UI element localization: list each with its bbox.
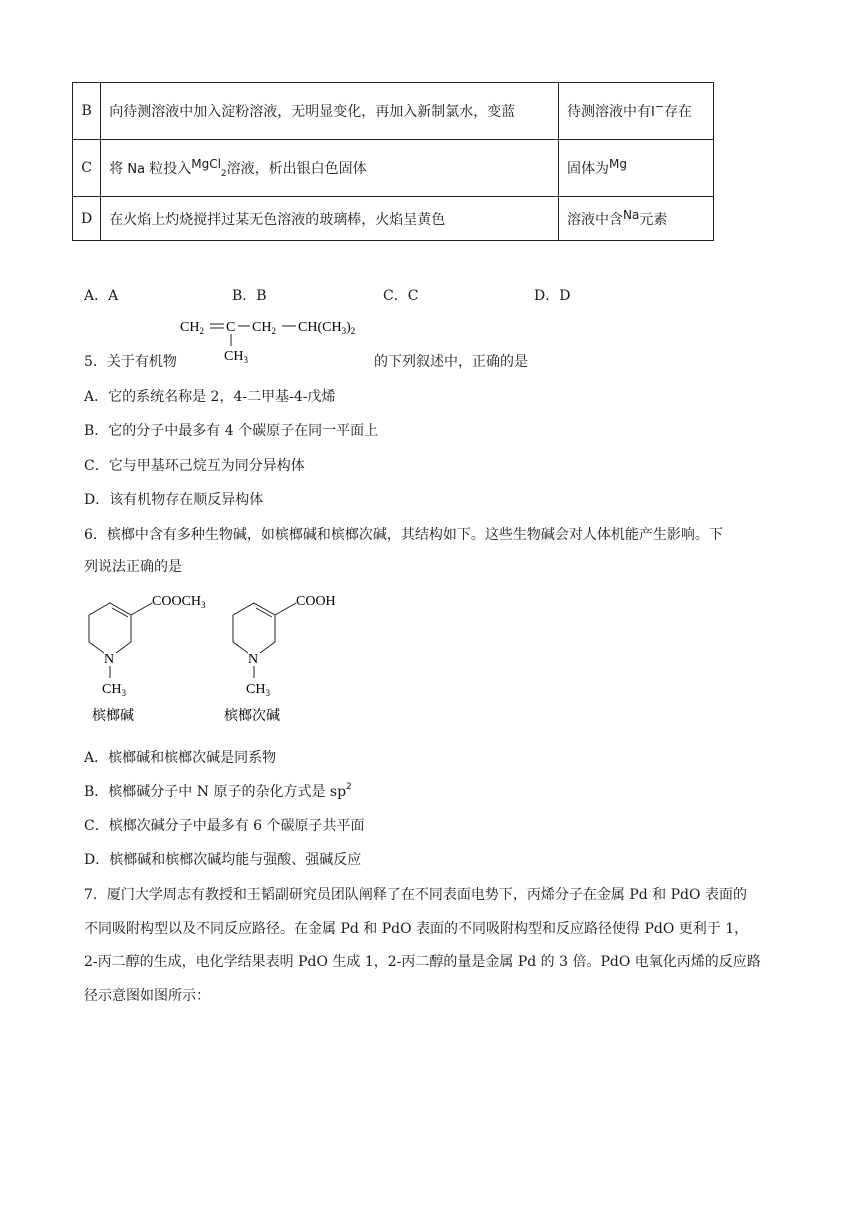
- q5-stem: 5．关于有机物: [84, 354, 177, 370]
- q4-option-a: A．A: [84, 288, 119, 304]
- ring-double-bond: [256, 608, 272, 617]
- ch2-label: $CH_2$: [180, 320, 204, 336]
- q5-option-c: C．它与甲基环己烷互为同分异构体: [84, 458, 305, 474]
- q6-stem-line-1: 6．槟榔中含有多种生物碱，如槟榔碱和槟榔次碱，其结构如下。这些生物碱会对人体机能产生影响。下: [84, 527, 723, 543]
- q6-option-c: C．槟榔次碱分子中最多有 6 个碳原子共平面: [84, 818, 365, 834]
- q6-option-d: D．槟榔碱和槟榔次碱均能与强酸、强碱反应: [84, 852, 362, 868]
- c-label: C: [226, 320, 236, 335]
- row-description: 在火焰上灼烧搅拌过某无色溶液的玻璃棒，火焰呈黄色: [101, 197, 559, 241]
- methyl-label: $CH_3$: [102, 682, 126, 698]
- substituent-bond: [131, 603, 152, 615]
- ring-double-bond: [112, 608, 128, 617]
- q6-option-b: B．槟榔碱分子中 N 原子的杂化方式是 $sp^2$: [84, 782, 352, 800]
- branch-methyl-label: $CH_3$: [224, 349, 248, 365]
- q5-stem-end: 的下列叙述中，正确的是: [374, 354, 528, 370]
- acid-group-label: COOH: [296, 594, 336, 609]
- molecule-name: 槟榔碱: [92, 709, 134, 724]
- q5-option-a: A．它的系统名称是 2，4-二甲基-4-戊烯: [84, 389, 336, 405]
- row-label: C: [73, 140, 101, 197]
- q7-line-1: 7．厦门大学周志有教授和王韬副研究员团队阐释了在不同表面电势下，丙烯分子在金属 Pd 和 PdO 表面的: [84, 887, 747, 903]
- substituent-bond: [275, 603, 296, 615]
- molecule-name: 槟榔次碱: [224, 709, 280, 724]
- q5-option-b: B．它的分子中最多有 4 个碳原子在同一平面上: [84, 423, 379, 439]
- q6-stem-line-2: 列说法正确的是: [84, 559, 182, 575]
- arecaidine-structure: [224, 594, 336, 724]
- row-result: 固体为Mg: [559, 140, 714, 197]
- q4-option-d: D．D: [534, 288, 571, 304]
- q4-option-b: B．B: [232, 288, 267, 304]
- table-row: [73, 140, 714, 197]
- q7-line-4: 径示意图如图所示：: [84, 988, 210, 1004]
- q7-line-3: 2-丙二醇的生成，电化学结果表明 PdO 生成 1，2-丙二醇的量是金属 Pd 的 3 倍。PdO 电氧化丙烯的反应路: [84, 954, 761, 970]
- answer-table: [72, 82, 714, 241]
- ring: [89, 603, 131, 653]
- table-row: [73, 197, 714, 241]
- q4-option-c: C．C: [383, 288, 419, 304]
- table-row: [73, 83, 714, 140]
- q5-structure: [176, 312, 368, 368]
- row-description: 向待测溶液中加入淀粉溶液，无明显变化，再加入新制氯水，变蓝: [101, 83, 559, 140]
- nitrogen-label: N: [248, 652, 259, 667]
- row-description: 将 Na 粒投入MgCl$_2$溶液，析出银白色固体: [101, 140, 559, 197]
- ring: [233, 603, 275, 653]
- q6-structures: [76, 586, 376, 726]
- methyl-label: $CH_3$: [246, 682, 270, 698]
- q6-option-a: A．槟榔碱和槟榔次碱是同系物: [84, 750, 277, 766]
- mid-ch2-label: $CH_2$: [252, 320, 276, 336]
- row-label: D: [73, 197, 101, 241]
- ester-group-label: $COOCH_3$: [152, 594, 206, 610]
- nitrogen-label: N: [104, 652, 115, 667]
- row-result: 待测溶液中有I−存在: [559, 83, 714, 140]
- arecoline-structure: [89, 594, 206, 724]
- q7-line-2: 不同吸附构型以及不同反应路径。在金属 Pd 和 PdO 表面的不同吸附构型和反应路径使得 PdO 更利于 1，: [84, 921, 749, 937]
- row-label: B: [73, 83, 101, 140]
- q5-option-d: D．该有机物存在顺反异构体: [84, 492, 264, 508]
- ch-label: $CH(CH_3)_2$: [298, 320, 356, 336]
- row-result: 溶液中含Na元素: [559, 197, 714, 241]
